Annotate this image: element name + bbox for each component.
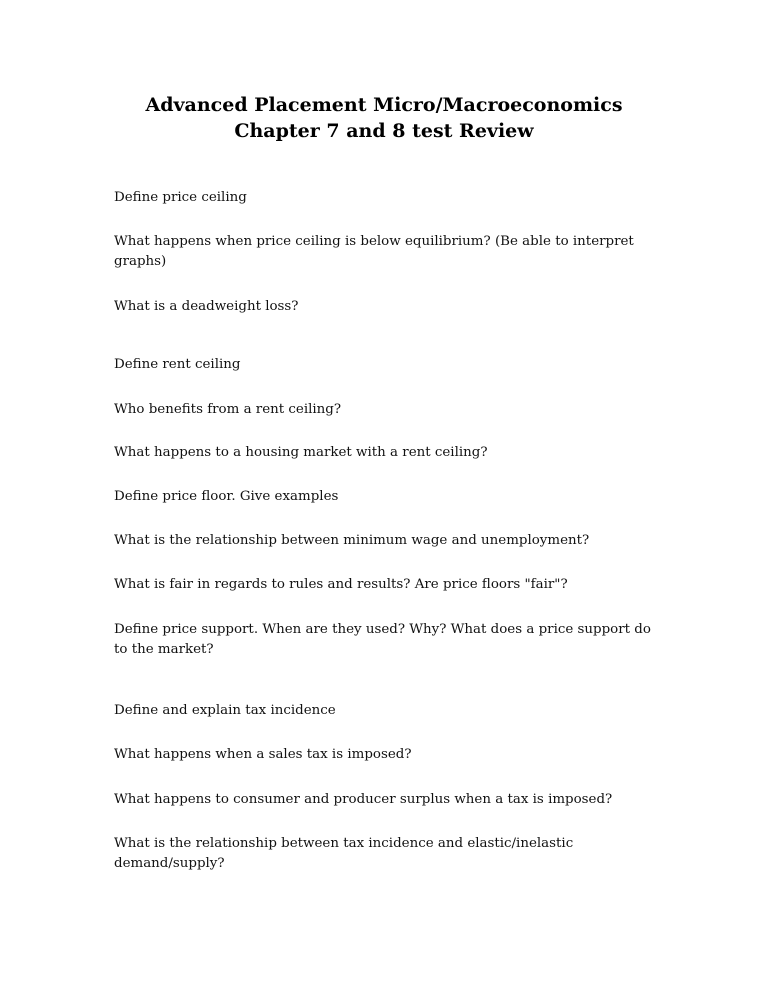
- question-item: Define price floor. Give examples: [114, 489, 339, 504]
- question-item: What happens when a sales tax is imposed?: [114, 747, 412, 762]
- question-item: What is fair in regards to rules and results? Are price floors "fair"?: [114, 577, 568, 592]
- question-item: What happens to consumer and producer surplus when a tax is imposed?: [114, 792, 613, 807]
- document-title: [0, 92, 768, 144]
- question-item: Define rent ceiling: [114, 357, 241, 372]
- question-item: Who benefits from a rent ceiling?: [114, 402, 342, 417]
- title-line-course: Advanced Placement Micro/Macroeconomics: [145, 94, 623, 116]
- question-item: What is the relationship between tax incidence and elastic/inelastic demand/supply?: [114, 836, 574, 871]
- question-item: Define price support. When are they used? Why? What does a price support do to the market?: [114, 622, 651, 657]
- question-item: What is a deadweight loss?: [114, 299, 299, 314]
- question-item: What is the relationship between minimum wage and unemployment?: [114, 533, 590, 548]
- question-item: Define price ceiling: [114, 190, 247, 205]
- question-item: Define and explain tax incidence: [114, 703, 336, 718]
- title-line-chapter: Chapter 7 and 8 test Review: [234, 120, 534, 142]
- question-item: What happens to a housing market with a rent ceiling?: [114, 445, 488, 460]
- question-item: What happens when price ceiling is below equilibrium? (Be able to interpret graphs): [114, 234, 634, 269]
